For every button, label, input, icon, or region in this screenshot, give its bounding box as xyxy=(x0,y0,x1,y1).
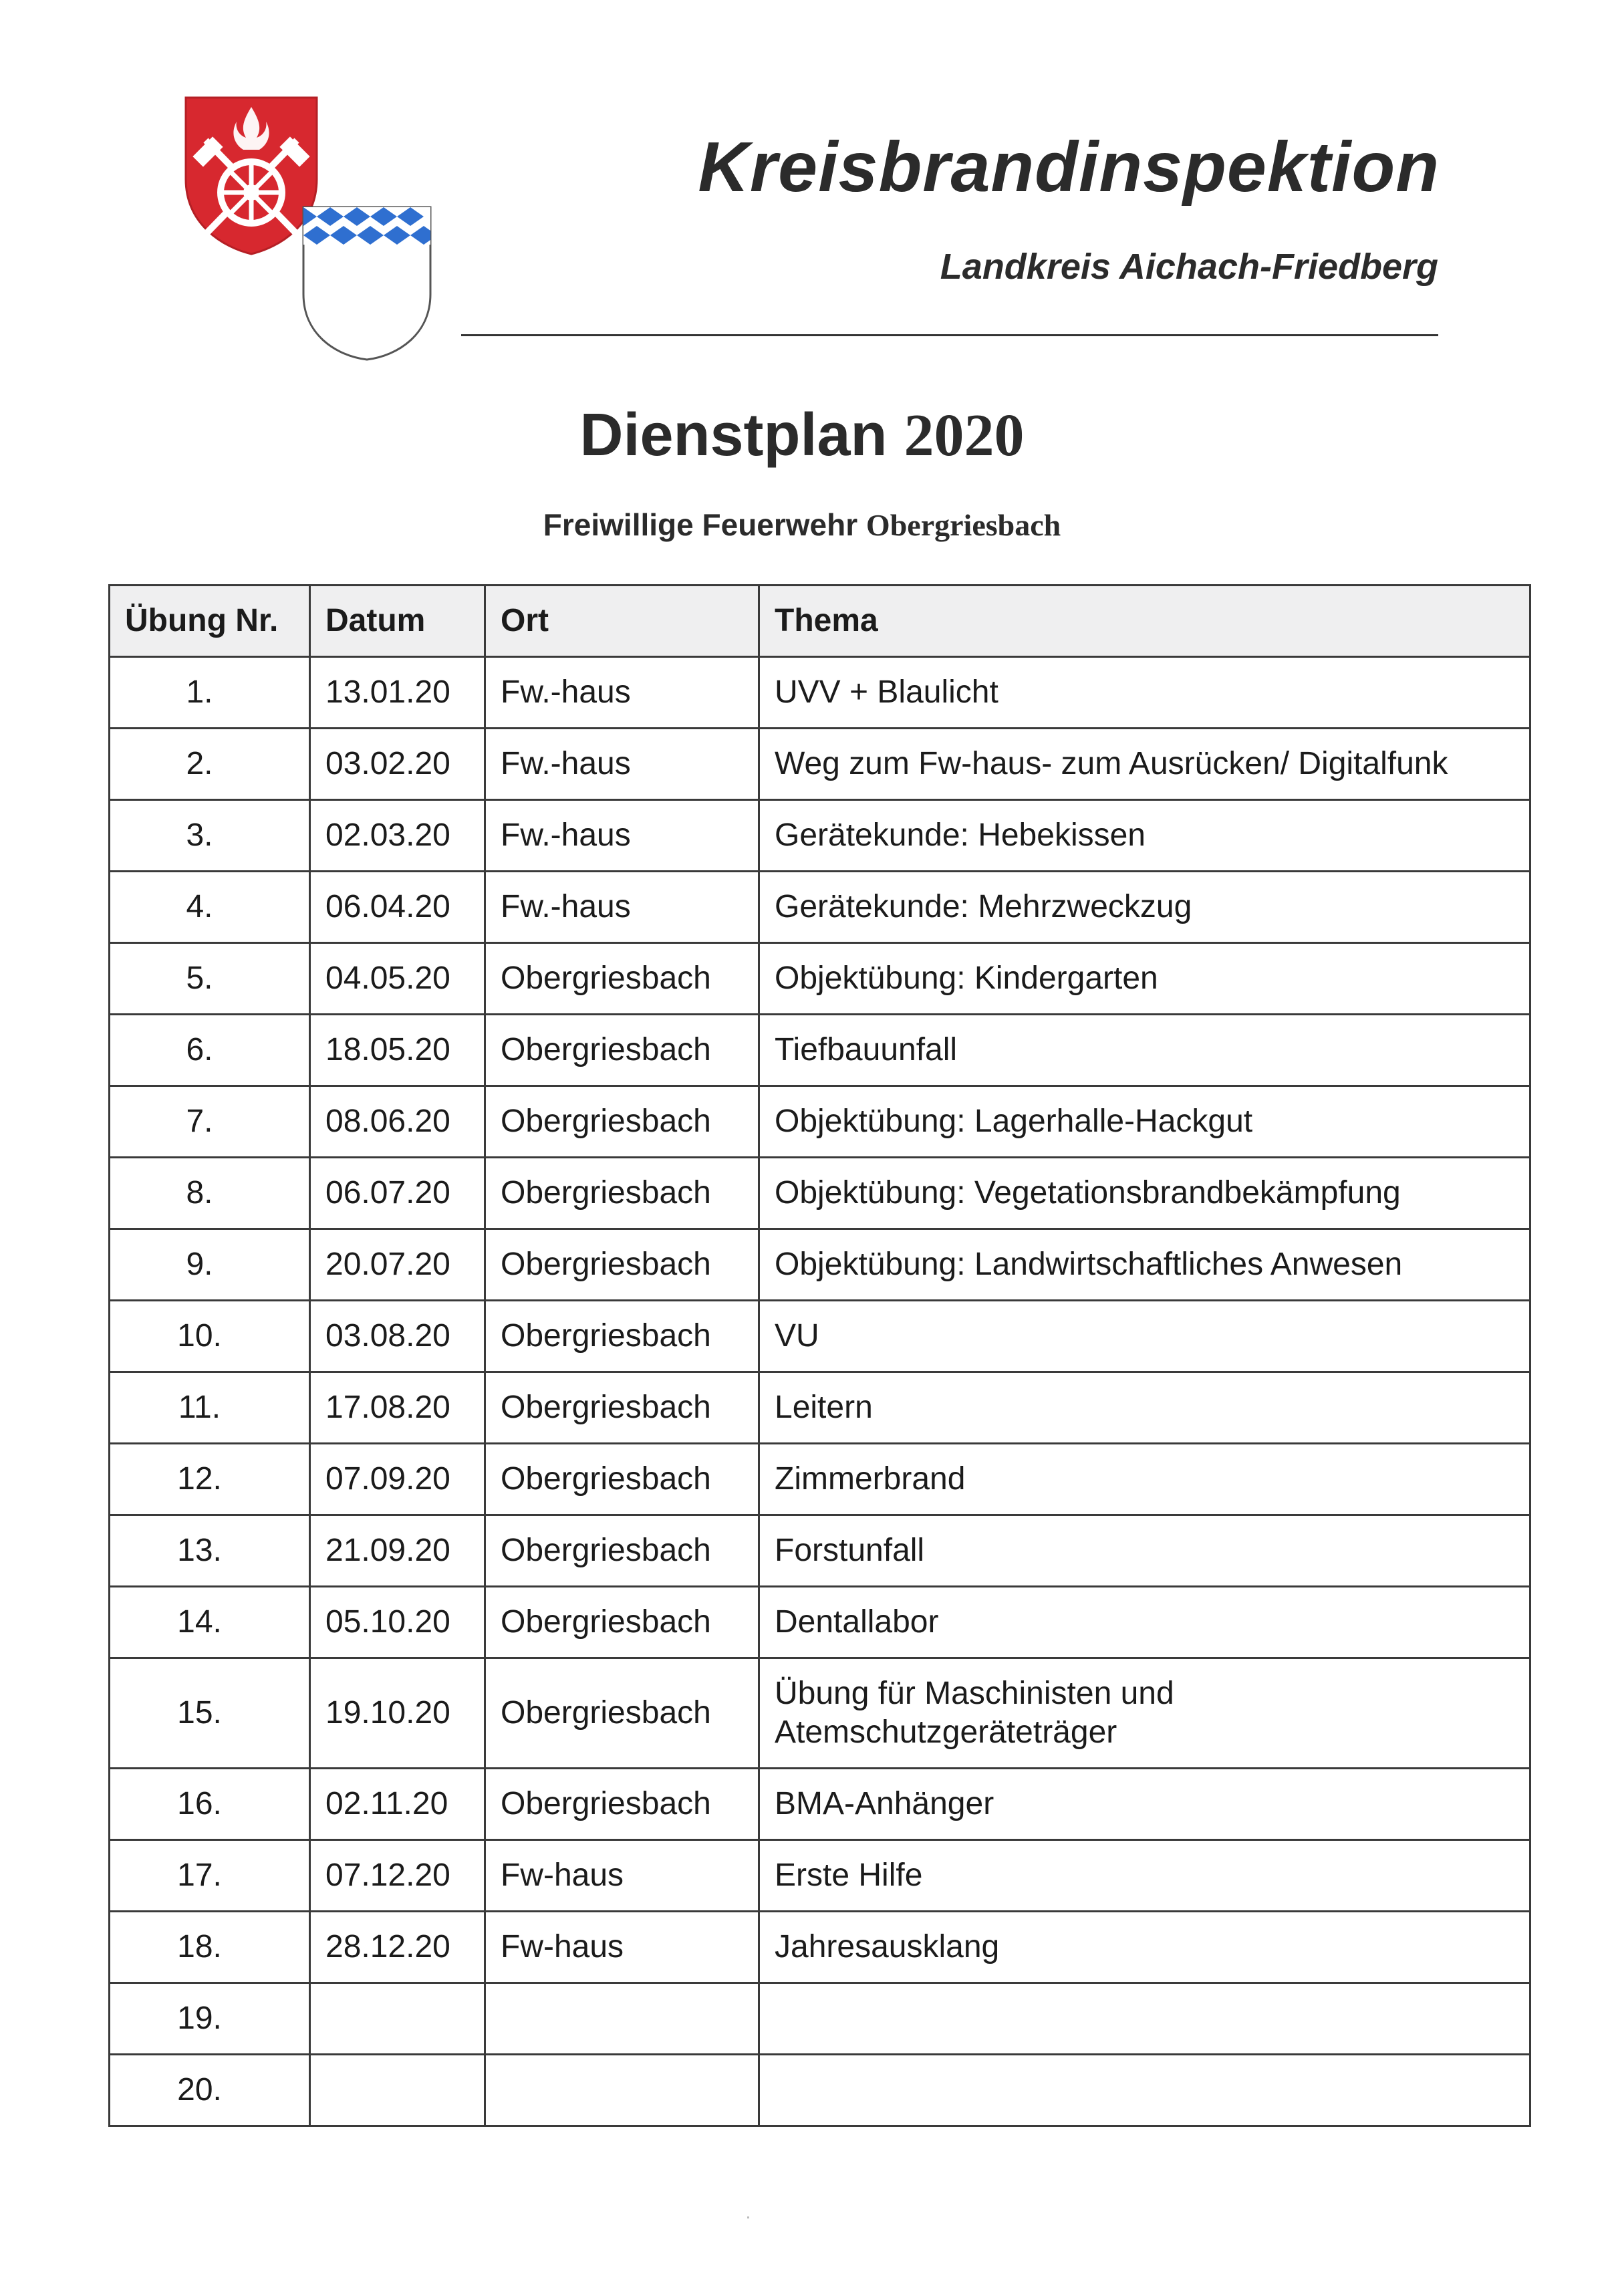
scan-speck xyxy=(747,2216,749,2218)
cell-location: Obergriesbach xyxy=(485,1015,759,1086)
cell-location xyxy=(485,1983,759,2055)
plan-title-text: Dienstplan xyxy=(579,402,888,469)
cell-location: Obergriesbach xyxy=(485,1769,759,1840)
table-row xyxy=(110,1587,1530,1658)
cell-location: Fw-haus xyxy=(485,1912,759,1983)
cell-exercise-nr: 1. xyxy=(110,657,310,729)
cell-location: Obergriesbach xyxy=(485,1515,759,1587)
cell-exercise-nr: 9. xyxy=(110,1229,310,1301)
table-row xyxy=(110,729,1530,800)
table-row xyxy=(110,1158,1530,1229)
organization-title: Kreisbrandinspektion xyxy=(698,128,1440,207)
cell-location: Fw-haus xyxy=(485,1840,759,1912)
cell-topic: Übung für Maschinisten und Atemschutzgeräteträger xyxy=(759,1658,1530,1769)
table-row xyxy=(110,1769,1530,1840)
cell-topic: Weg zum Fw-haus- zum Ausrücken/ Digitalfunk xyxy=(759,729,1530,800)
cell-topic: Zimmerbrand xyxy=(759,1444,1530,1515)
cell-date: 07.09.20 xyxy=(310,1444,485,1515)
table-row xyxy=(110,1444,1530,1515)
page-title xyxy=(0,401,1604,470)
cell-exercise-nr: 15. xyxy=(110,1658,310,1769)
table-row xyxy=(110,2055,1530,2126)
cell-topic: Erste Hilfe xyxy=(759,1840,1530,1912)
fire-brigade-place: Obergriesbach xyxy=(865,508,1061,542)
cell-topic: Objektübung: Landwirtschaftliches Anwesen xyxy=(759,1229,1530,1301)
cell-date: 03.02.20 xyxy=(310,729,485,800)
cell-date: 07.12.20 xyxy=(310,1840,485,1912)
cell-exercise-nr: 16. xyxy=(110,1769,310,1840)
header-location: Ort xyxy=(485,586,759,657)
cell-location: Fw.-haus xyxy=(485,729,759,800)
cell-date: 19.10.20 xyxy=(310,1658,485,1769)
cell-date: 17.08.20 xyxy=(310,1372,485,1444)
cell-location: Obergriesbach xyxy=(485,1229,759,1301)
cell-date: 02.11.20 xyxy=(310,1769,485,1840)
cell-location: Obergriesbach xyxy=(485,1658,759,1769)
cell-topic: Jahresausklang xyxy=(759,1912,1530,1983)
cell-exercise-nr: 12. xyxy=(110,1444,310,1515)
header-date: Datum xyxy=(310,586,485,657)
table-row xyxy=(110,1912,1530,1983)
table-row xyxy=(110,1372,1530,1444)
coat-of-arms-logo xyxy=(179,94,433,361)
table-row xyxy=(110,1983,1530,2055)
cell-exercise-nr: 18. xyxy=(110,1912,310,1983)
cell-location: Fw.-haus xyxy=(485,872,759,943)
cell-date xyxy=(310,1983,485,2055)
cell-date: 04.05.20 xyxy=(310,943,485,1015)
cell-location: Obergriesbach xyxy=(485,943,759,1015)
cell-location: Obergriesbach xyxy=(485,1301,759,1372)
table-body xyxy=(110,657,1530,2126)
cell-exercise-nr: 4. xyxy=(110,872,310,943)
cell-exercise-nr: 19. xyxy=(110,1983,310,2055)
cell-topic: Objektübung: Lagerhalle-Hackgut xyxy=(759,1086,1530,1158)
cell-location: Obergriesbach xyxy=(485,1086,759,1158)
cell-date: 06.04.20 xyxy=(310,872,485,943)
fire-brigade-name: Freiwillige Feuerwehr xyxy=(543,507,858,542)
cell-date: 21.09.20 xyxy=(310,1515,485,1587)
cell-exercise-nr: 10. xyxy=(110,1301,310,1372)
plan-year: 2020 xyxy=(904,402,1025,469)
table-row xyxy=(110,943,1530,1015)
cell-topic xyxy=(759,1983,1530,2055)
cell-date: 08.06.20 xyxy=(310,1086,485,1158)
page-subtitle xyxy=(0,507,1604,543)
table-row xyxy=(110,1840,1530,1912)
table-row xyxy=(110,1515,1530,1587)
cell-exercise-nr: 14. xyxy=(110,1587,310,1658)
cell-topic: BMA-Anhänger xyxy=(759,1769,1530,1840)
cell-date: 18.05.20 xyxy=(310,1015,485,1086)
table-row xyxy=(110,1086,1530,1158)
header-exercise-nr: Übung Nr. xyxy=(110,586,310,657)
cell-topic: Forstunfall xyxy=(759,1515,1530,1587)
cell-topic: Leitern xyxy=(759,1372,1530,1444)
table-row xyxy=(110,1015,1530,1086)
cell-exercise-nr: 17. xyxy=(110,1840,310,1912)
table-row xyxy=(110,657,1530,729)
cell-exercise-nr: 8. xyxy=(110,1158,310,1229)
fire-brigade-shield-icon xyxy=(186,98,317,254)
cell-topic xyxy=(759,2055,1530,2126)
cell-topic: VU xyxy=(759,1301,1530,1372)
cell-exercise-nr: 11. xyxy=(110,1372,310,1444)
table-header-row xyxy=(110,586,1530,657)
cell-location: Obergriesbach xyxy=(485,1444,759,1515)
cell-date: 28.12.20 xyxy=(310,1912,485,1983)
cell-date: 13.01.20 xyxy=(310,657,485,729)
cell-date: 06.07.20 xyxy=(310,1158,485,1229)
cell-date: 20.07.20 xyxy=(310,1229,485,1301)
cell-topic: Gerätekunde: Mehrzweckzug xyxy=(759,872,1530,943)
cell-date: 05.10.20 xyxy=(310,1587,485,1658)
cell-topic: UVV + Blaulicht xyxy=(759,657,1530,729)
table-row xyxy=(110,800,1530,872)
cell-location: Fw.-haus xyxy=(485,800,759,872)
cell-location: Obergriesbach xyxy=(485,1372,759,1444)
table-row xyxy=(110,1301,1530,1372)
table-row xyxy=(110,872,1530,943)
header-topic: Thema xyxy=(759,586,1530,657)
cell-exercise-nr: 7. xyxy=(110,1086,310,1158)
cell-location: Obergriesbach xyxy=(485,1158,759,1229)
service-plan-table xyxy=(108,584,1531,2127)
cell-date xyxy=(310,2055,485,2126)
cell-topic: Objektübung: Kindergarten xyxy=(759,943,1530,1015)
cell-date: 02.03.20 xyxy=(310,800,485,872)
table-row xyxy=(110,1658,1530,1769)
district-shield-icon xyxy=(303,207,430,360)
cell-date: 03.08.20 xyxy=(310,1301,485,1372)
cell-location: Obergriesbach xyxy=(485,1587,759,1658)
cell-topic: Gerätekunde: Hebekissen xyxy=(759,800,1530,872)
cell-exercise-nr: 20. xyxy=(110,2055,310,2126)
cell-exercise-nr: 5. xyxy=(110,943,310,1015)
organization-subtitle: Landkreis Aichach-Friedberg xyxy=(940,247,1438,287)
cell-location xyxy=(485,2055,759,2126)
cell-exercise-nr: 2. xyxy=(110,729,310,800)
cell-exercise-nr: 3. xyxy=(110,800,310,872)
table-row xyxy=(110,1229,1530,1301)
cell-topic: Dentallabor xyxy=(759,1587,1530,1658)
cell-topic: Tiefbauunfall xyxy=(759,1015,1530,1086)
cell-location: Fw.-haus xyxy=(485,657,759,729)
header-divider xyxy=(461,334,1438,336)
cell-exercise-nr: 13. xyxy=(110,1515,310,1587)
cell-topic: Objektübung: Vegetationsbrandbekämpfung xyxy=(759,1158,1530,1229)
cell-exercise-nr: 6. xyxy=(110,1015,310,1086)
